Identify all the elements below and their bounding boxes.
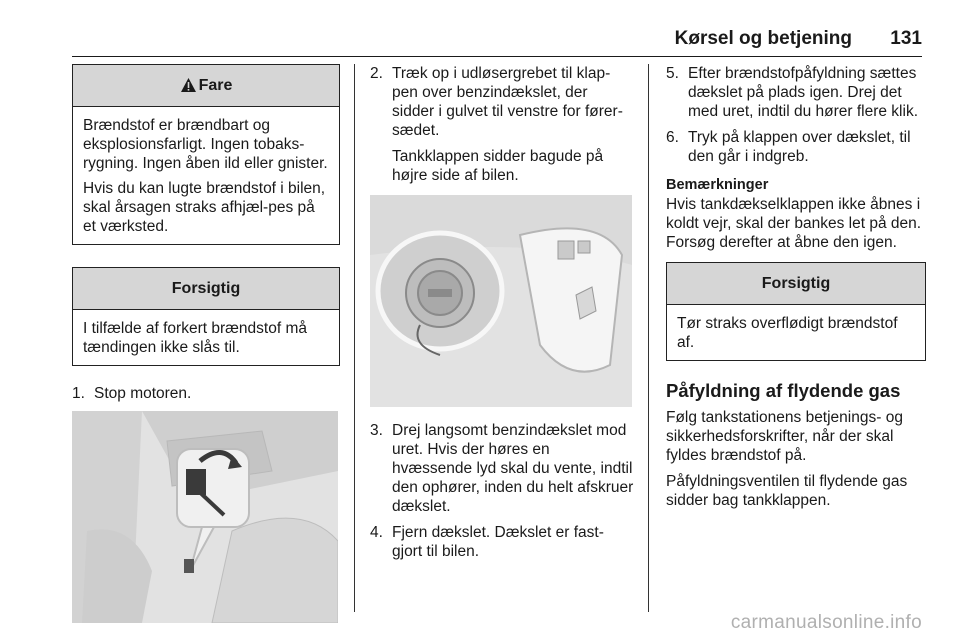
step-text: Stop motoren. — [94, 385, 192, 402]
note-title: Bemærkninger — [666, 177, 769, 193]
caution-box — [666, 262, 926, 361]
step-number: 4. — [370, 524, 383, 541]
caution-box-body — [667, 305, 925, 360]
header-rule — [72, 56, 922, 57]
step-text: Tryk på klappen over dækslet, til den går i indgreb. — [688, 129, 911, 165]
column-1 — [72, 64, 340, 623]
column-divider — [648, 64, 649, 612]
caution-box-body — [73, 310, 339, 365]
step-item — [370, 64, 634, 140]
step-number: 6. — [666, 129, 679, 146]
danger-paragraph: Brændstof er brændbart og eksplosionsfarligt. Ingen tobaks-rygning. Ingen åben ild eller gnister. — [83, 117, 328, 172]
caution-paragraph: Tør straks overflødigt brændstof af. — [677, 315, 898, 351]
section-paragraph: Påfyldningsventilen til flydende gas sidder bag tankklappen. — [666, 473, 908, 509]
caution-box — [72, 267, 340, 366]
watermark: carmanualsonline.info — [730, 612, 922, 633]
danger-box — [72, 64, 340, 245]
caution-box-header: Forsigtig — [667, 263, 925, 305]
step-text: Drej langsomt benzindækslet mod uret. Hvis der høres en hvæssende lyd skal du vente, indtil den ophører, inden du helt afskruer dækslet. — [392, 422, 634, 515]
step-subtext: Tankklappen sidder bagude på højre side af bilen. — [392, 148, 604, 184]
danger-box-title: Fare — [198, 77, 233, 94]
danger-paragraph: Hvis du kan lugte brændstof i bilen, skal årsagen straks afhjæl-pes på et værksted. — [83, 180, 326, 235]
step-text: Fjern dækslet. Dækslet er fast-gjort til bilen. — [392, 524, 604, 560]
column-divider — [354, 64, 355, 612]
column-2 — [370, 64, 634, 568]
step-text: Efter brændstofpåfyldning sættes dækslet på plads igen. Drej det med uret, indtil du hører flere klik. — [688, 65, 919, 120]
page-title: Kørsel og betjening — [674, 28, 852, 49]
step-item — [370, 421, 634, 516]
column-3 — [666, 64, 926, 517]
section-paragraph: Følg tankstationens betjenings- og sikkerhedsforskrifter, når der skal fyldes brændstof på. — [666, 409, 903, 464]
danger-box-body — [73, 107, 339, 244]
release-lever-illustration — [72, 411, 338, 623]
warning-triangle-icon — [180, 68, 197, 110]
caution-box-header: Forsigtig — [73, 268, 339, 310]
note-text: Hvis tankdækselklappen ikke åbnes i koldt vejr, skal der bankes let på den. Forsøg derefter at åbne den igen. — [666, 196, 922, 251]
danger-box-header — [73, 65, 339, 107]
step-number: 5. — [666, 65, 679, 82]
section-title: Påfyldning af flydende gas — [666, 380, 901, 401]
step-item — [370, 523, 634, 561]
page-header — [0, 22, 960, 58]
fuel-flap-illustration — [370, 195, 632, 407]
step-item — [72, 384, 340, 403]
step-number: 2. — [370, 65, 383, 82]
step-number: 1. — [72, 385, 85, 402]
step-number: 3. — [370, 422, 383, 439]
page-number: 131 — [890, 28, 922, 49]
step-text: Træk op i udløsergrebet til klap-pen over benzindækslet, der sidder i gulvet til venstre for fører-sædet. — [392, 65, 623, 139]
caution-paragraph: I tilfælde af forkert brændstof må tændingen ikke slås til. — [83, 320, 307, 356]
step-item — [666, 128, 926, 166]
step-item — [666, 64, 926, 121]
